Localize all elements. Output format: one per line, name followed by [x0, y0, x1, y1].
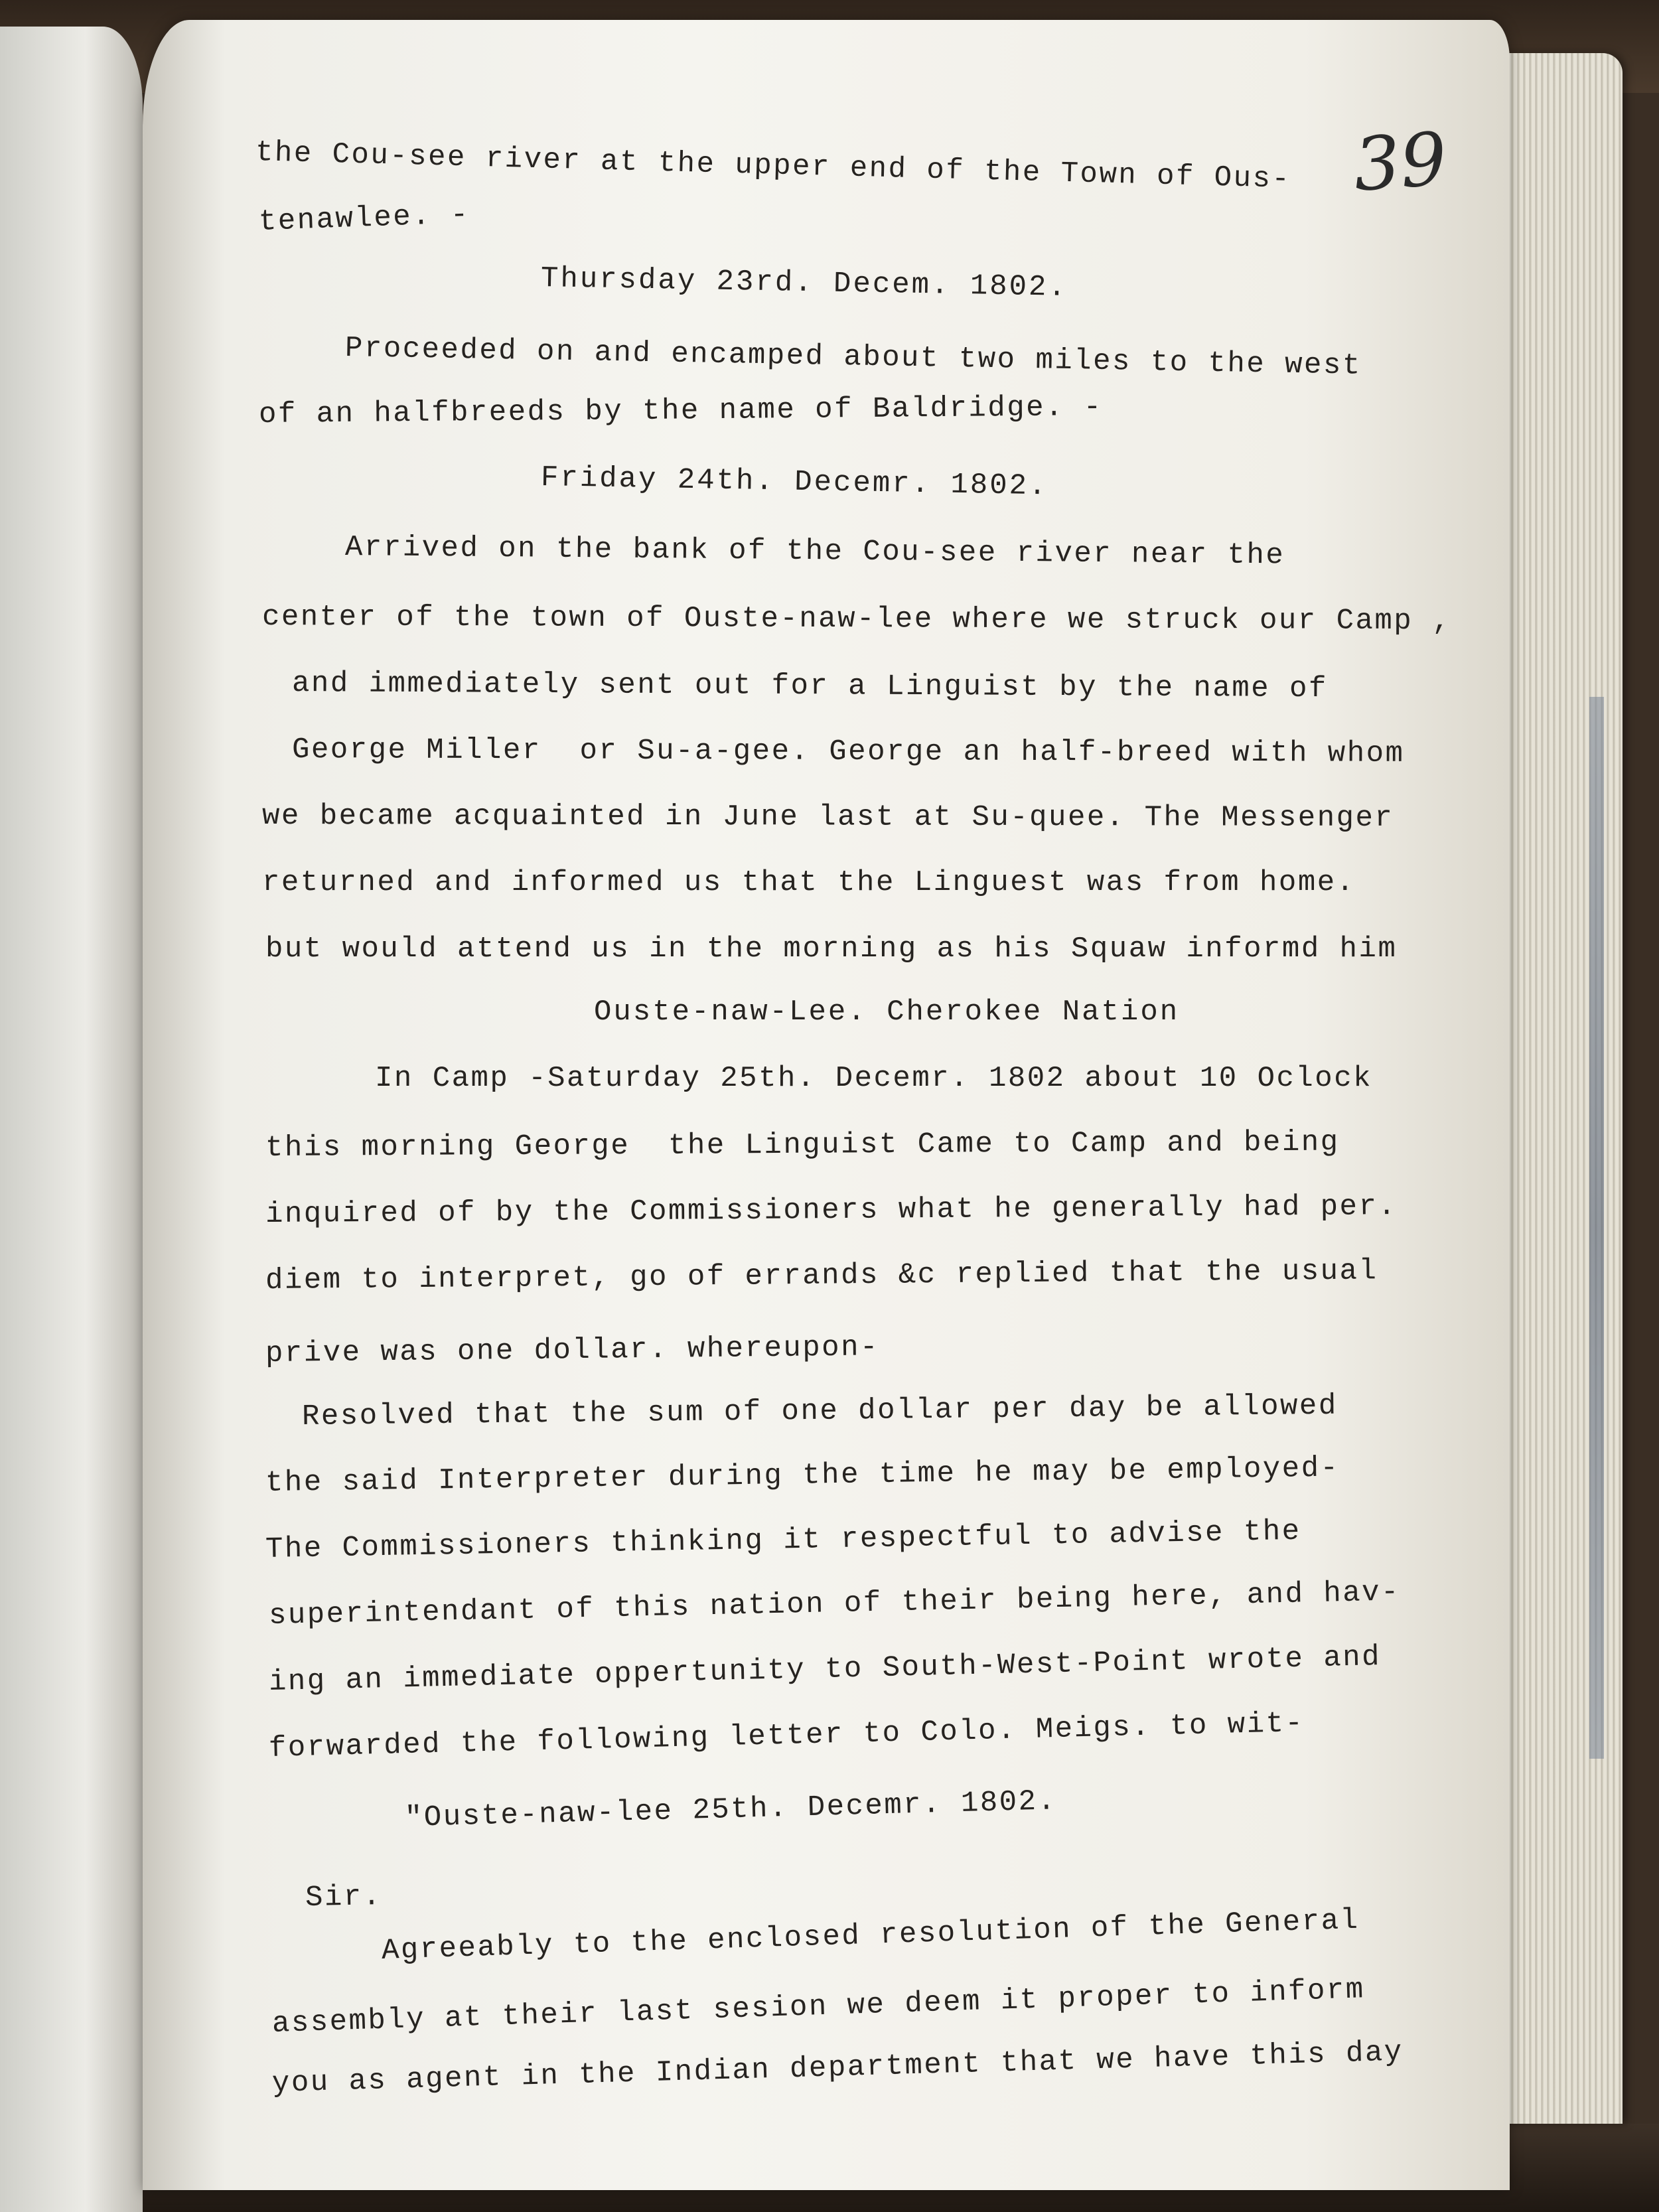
- date-heading: Friday 24th. Decemr. 1802.: [540, 461, 1048, 504]
- text-line: prive was one dollar. whereupon-: [265, 1331, 880, 1370]
- letter-dateline: "Ouste-naw-lee 25th. Decemr. 1802.: [404, 1785, 1058, 1835]
- text-line: Agreeably to the enclosed resolution of the General: [381, 1903, 1360, 1968]
- date-heading: Thursday 23rd. Decem. 1802.: [540, 262, 1068, 305]
- text-line: forwarded the following letter to Colo. Meigs. to wit-: [268, 1706, 1305, 1765]
- text-line: inquired of by the Commissioners what he generally had per.: [265, 1190, 1398, 1231]
- text-line: diem to interpret, go of errands &c replied that the usual: [265, 1254, 1378, 1297]
- text-line: the Cou-see river at the upper end of the Town of Ous-: [255, 136, 1291, 196]
- text-line: this morning George the Linguist Came to Camp and being: [265, 1126, 1340, 1165]
- letter-salutation: Sir.: [305, 1880, 383, 1915]
- page-number: 39: [1350, 116, 1450, 208]
- text-line: the said Interpreter during the time he may be employed-: [265, 1451, 1340, 1500]
- text-line: The Commissioners thinking it respectful to advise the: [265, 1514, 1302, 1566]
- text-line: Proceeded on and encamped about two miles to the west: [344, 332, 1362, 383]
- text-line: but would attend us in the morning as his Squaw informd him: [265, 932, 1398, 966]
- text-line: In Camp -Saturday 25th. Decemr. 1802 about 10 Oclock: [375, 1062, 1373, 1095]
- text-line: George Miller or Su-a-gee. George an half-breed with whom: [291, 733, 1405, 771]
- text-line: Arrived on the bank of the Cou-see river near the: [344, 531, 1285, 573]
- text-line: we became acquainted in June last at Su-quee. The Messenger: [261, 800, 1394, 835]
- text-line: assembly at their last sesion we deem it proper to inform: [271, 1973, 1366, 2041]
- text-line: and immediately sent out for a Linguist by the name of: [291, 667, 1328, 706]
- place-heading: Ouste-naw-Lee. Cherokee Nation: [594, 995, 1180, 1029]
- text-line: you as agent in the Indian department that we have this day: [271, 2035, 1404, 2101]
- text-line: Resolved that the sum of one dollar per day be allowed: [301, 1389, 1338, 1434]
- text-line: center of the town of Ouste-naw-lee where we struck our Camp ,: [261, 601, 1452, 638]
- page-edge-marking: [1589, 697, 1604, 1759]
- text-line: returned and informed us that the Linguest was from home.: [262, 866, 1356, 899]
- text-line: ing an immediate oppertunity to South-West-Point wrote and: [268, 1640, 1382, 1699]
- text-line: of an halfbreeds by the name of Baldridge. -: [258, 390, 1103, 431]
- text-line: tenawlee. -: [258, 198, 470, 239]
- text-line: superintendant of this nation of their being here, and hav-: [268, 1576, 1401, 1633]
- left-page-edge: [0, 27, 143, 2212]
